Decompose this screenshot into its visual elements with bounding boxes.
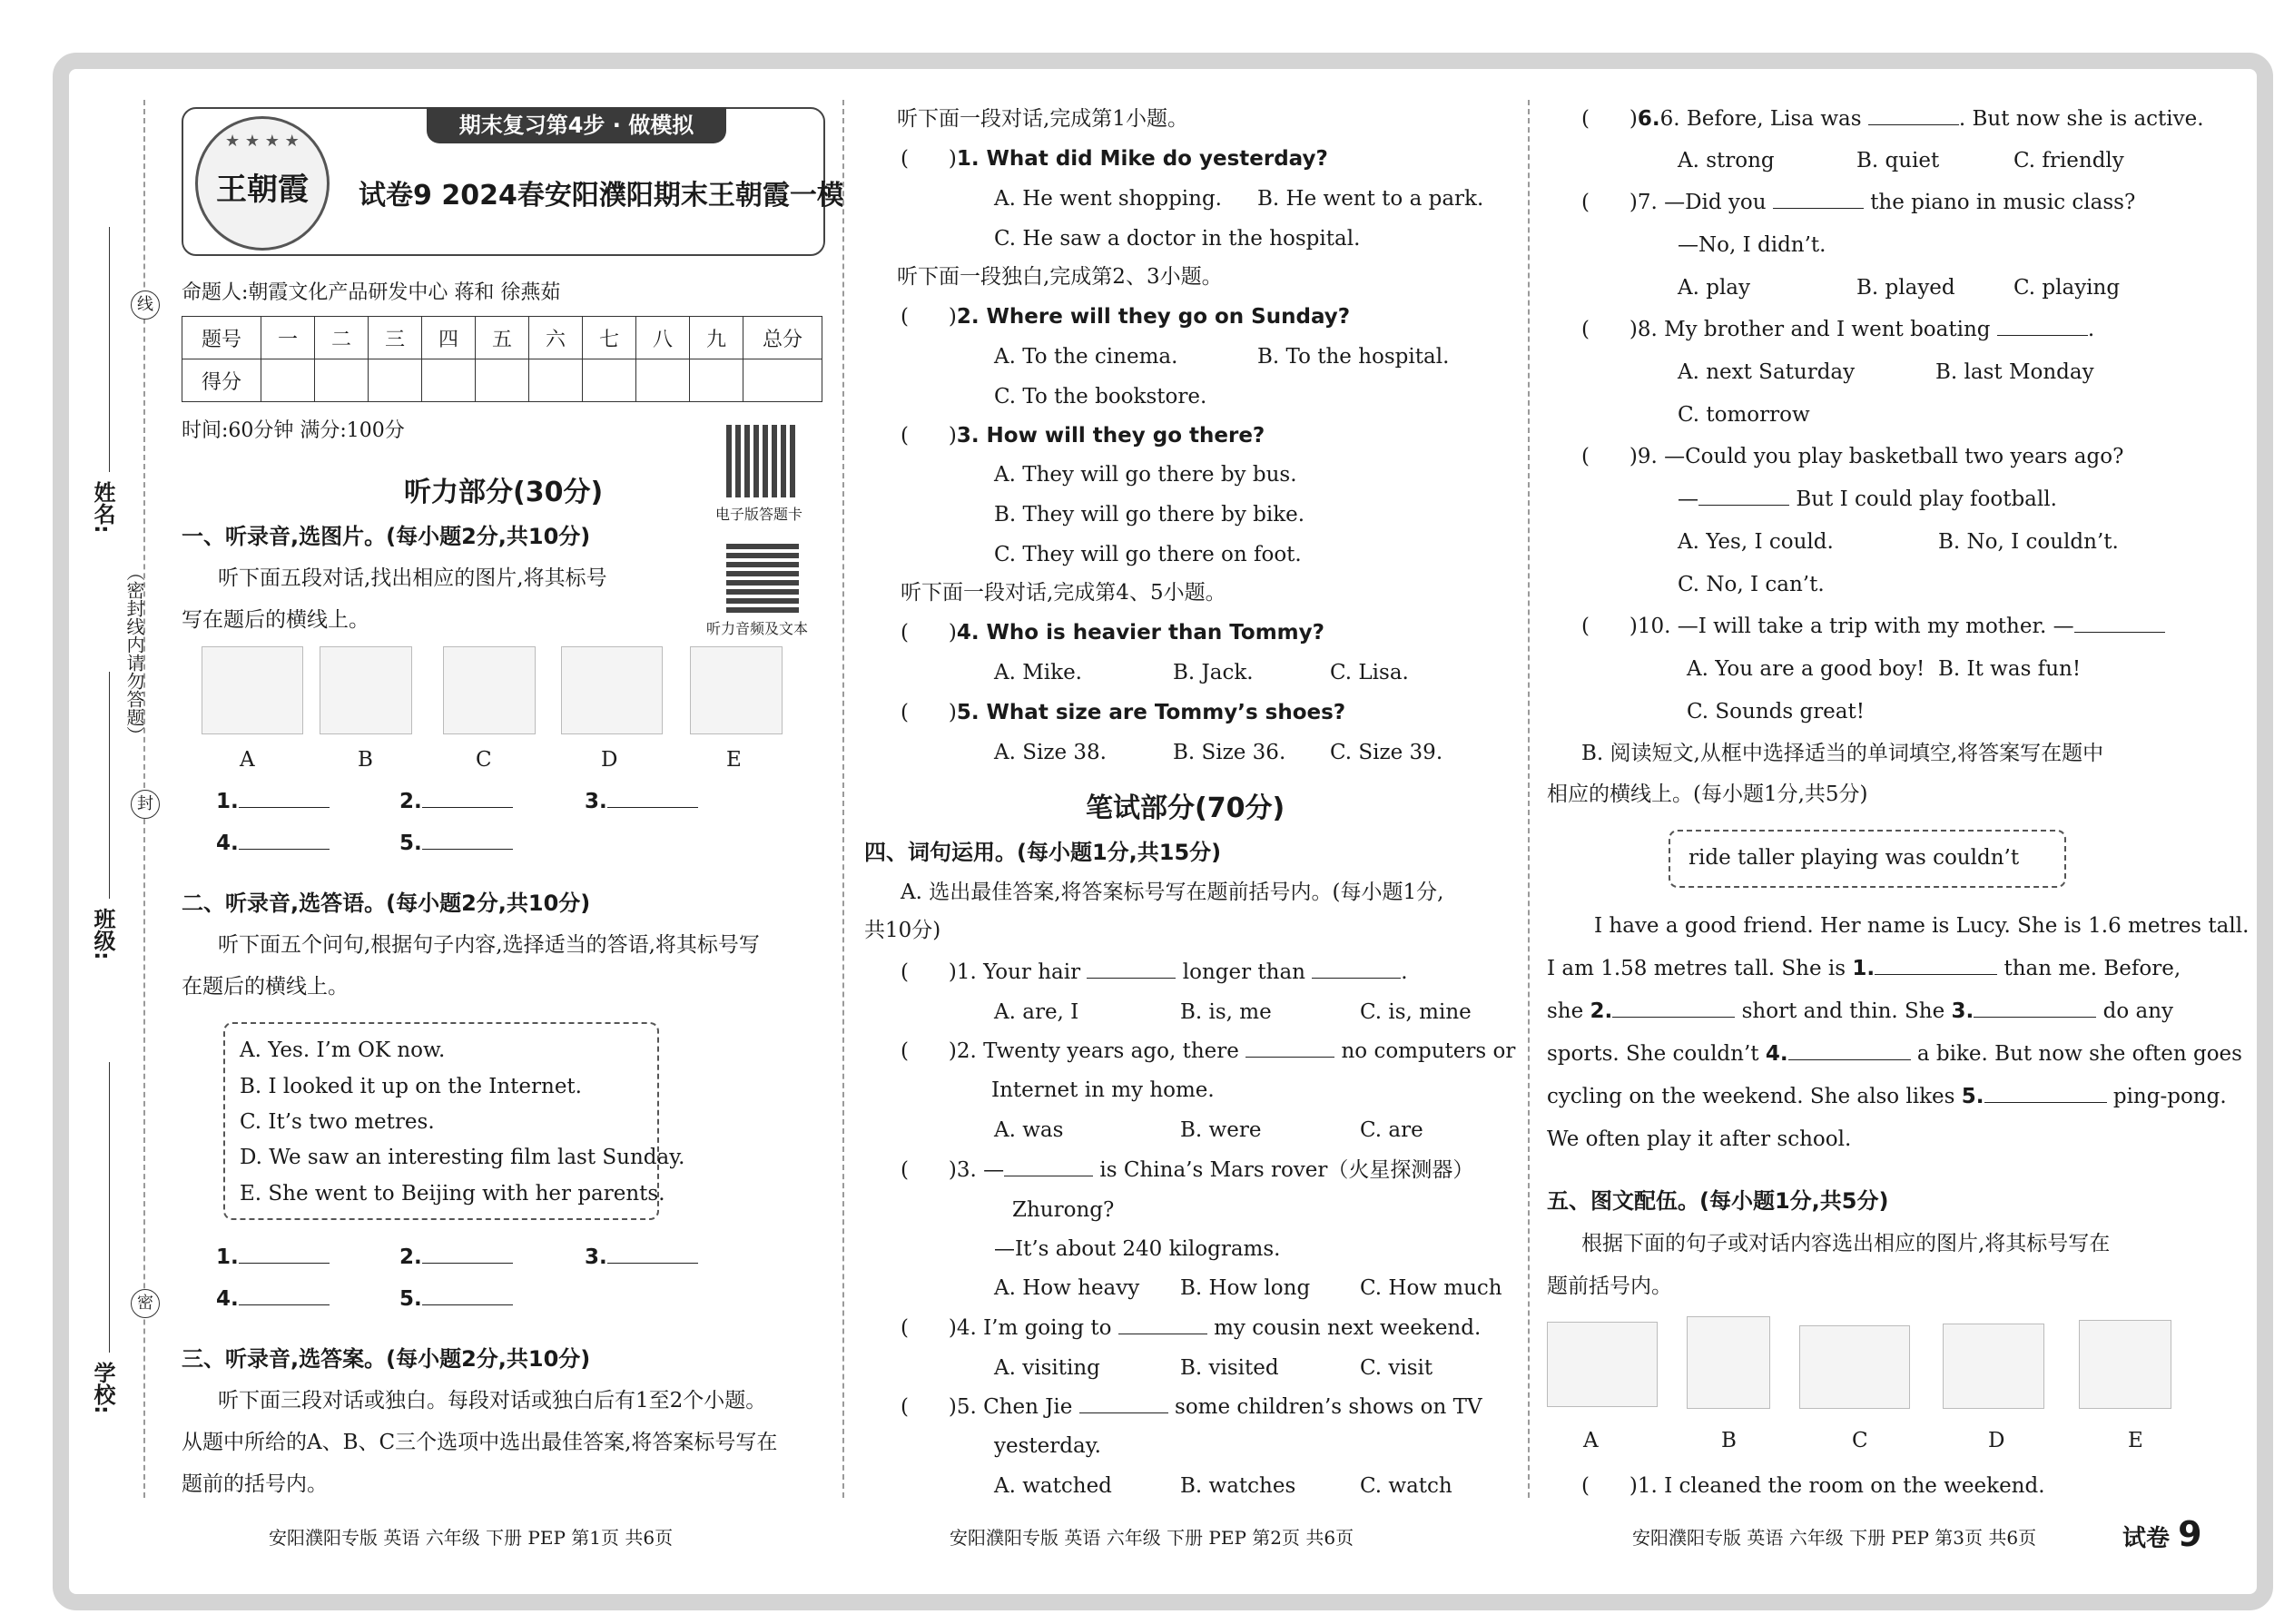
pic-label: D: [1988, 1429, 2005, 1452]
answer-bracket[interactable]: ( ): [901, 424, 957, 448]
option-item: D. We saw an interesting film last Sunday.: [240, 1146, 685, 1169]
score-header-cell: 九: [690, 317, 743, 359]
picture-c: [1799, 1325, 1910, 1409]
score-cell[interactable]: [369, 359, 422, 402]
answer-num: 4.: [216, 1285, 330, 1313]
option: C. To the bookstore.: [994, 385, 1207, 408]
option: A. Mike.: [994, 661, 1082, 684]
option: B. quiet: [1856, 149, 1940, 172]
answer-bracket[interactable]: ( ): [901, 1395, 957, 1419]
option: A. are, I: [994, 1000, 1079, 1024]
pic-label: E: [2128, 1429, 2143, 1452]
school-field[interactable]: [109, 1062, 110, 1353]
answer-blank[interactable]: [422, 831, 513, 850]
question-9: ( )9. —Could you play basketball two years ago?: [1581, 445, 2124, 468]
time-info: 时间:60分钟 满分:100分: [182, 419, 405, 442]
fill-blank[interactable]: [1997, 317, 2088, 336]
question-line: — But I could play football.: [1678, 487, 2057, 511]
answer-bracket[interactable]: ( ): [1581, 1474, 1638, 1498]
picture-e: [2079, 1320, 2171, 1409]
pic-label: A: [240, 748, 255, 772]
written-q4: ( )4. I’m going to my cousin next weekend.: [901, 1316, 1482, 1340]
name-label: 姓名:: [90, 481, 115, 534]
option: A. How heavy: [994, 1276, 1140, 1300]
listen-intro: 听下面一段独白,完成第2、3小题。: [897, 265, 1223, 289]
section-2-instr: 在题后的横线上。: [182, 975, 349, 999]
fill-blank[interactable]: [1773, 190, 1864, 209]
banner-label: 期末复习第4步 · 做模拟: [427, 107, 726, 143]
option: C. Sounds great!: [1687, 700, 1865, 723]
question-2: ( )2. Where will they go on Sunday?: [901, 305, 1351, 329]
question-3: ( )3. How will they go there?: [901, 424, 1265, 448]
option: C. They will go there on foot.: [994, 543, 1302, 566]
answer-num: 2.: [399, 788, 513, 815]
option: B. How long: [1180, 1276, 1311, 1300]
picture-a: [1547, 1322, 1658, 1407]
answer-num: 1.: [216, 788, 330, 815]
section-3-instr: 听下面三段对话或独白。每段对话或独白后有1至2个小题。: [218, 1389, 767, 1412]
option: B. were: [1180, 1118, 1262, 1142]
option: A. Size 38.: [994, 741, 1107, 764]
page-footer: 安阳濮阳专版 英语 六年级 下册 PEP 第1页 共6页: [269, 1527, 674, 1549]
answer-bracket[interactable]: ( ): [901, 1158, 957, 1182]
pic-label: C: [1852, 1429, 1868, 1452]
option: A. watched: [994, 1474, 1112, 1498]
question-line: Zhurong?: [1012, 1198, 1115, 1222]
option: C. playing: [2013, 276, 2121, 300]
option: A. was: [994, 1118, 1064, 1142]
score-header-cell: 四: [422, 317, 476, 359]
answer-num: 3.: [585, 1244, 698, 1271]
written-q2: ( )2. Twenty years ago, there no computers or: [901, 1039, 1516, 1063]
answer-bracket[interactable]: ( ): [1581, 191, 1638, 214]
option: B. watches: [1180, 1474, 1296, 1498]
page-footer: 安阳濮阳专版 英语 六年级 下册 PEP 第2页 共6页: [950, 1527, 1354, 1549]
section-1-title: 一、听录音,选图片。(每小题2分,共10分): [182, 524, 591, 549]
question-line: yesterday.: [994, 1434, 1101, 1458]
answer-blank[interactable]: [422, 1286, 513, 1305]
answer-blank[interactable]: [422, 1245, 513, 1264]
answer-bracket[interactable]: ( ): [901, 701, 957, 724]
pic-label: B: [358, 748, 373, 772]
qr-code-icon[interactable]: [726, 425, 799, 497]
fill-blank[interactable]: [1118, 1315, 1207, 1334]
option: C. are: [1360, 1118, 1423, 1142]
option: A. play: [1678, 276, 1751, 300]
fill-blank[interactable]: [1788, 1041, 1911, 1060]
section-2-title: 二、听录音,选答语。(每小题2分,共10分): [182, 891, 591, 916]
option: C. visit: [1360, 1356, 1433, 1380]
option: B. It was fun!: [1938, 657, 2082, 681]
option: C. watch: [1360, 1474, 1452, 1498]
answer-bracket[interactable]: ( ): [901, 621, 957, 645]
passage-line: she 2. short and thin. She 3. do any: [1547, 999, 2173, 1023]
option: C. He saw a doctor in the hospital.: [994, 227, 1361, 251]
fill-blank[interactable]: [2074, 614, 2165, 633]
no-answer-note: （密封线内请勿答题）: [123, 563, 145, 744]
fill-blank[interactable]: [1004, 1157, 1093, 1176]
section-3-title: 三、听录音,选答案。(每小题2分,共10分): [182, 1346, 591, 1372]
option: B. He went to a park.: [1257, 187, 1484, 211]
section-1-instr: 听下面五段对话,找出相应的图片,将其标号: [218, 566, 607, 590]
part-b-instr: B. 阅读短文,从框中选择适当的单词填空,将答案写在题中: [1581, 742, 2104, 765]
option-item: A. Yes. I’m OK now.: [240, 1038, 446, 1062]
option: B. To the hospital.: [1257, 345, 1450, 369]
answer-bracket[interactable]: ( ): [1581, 107, 1638, 131]
score-cell[interactable]: [315, 359, 369, 402]
section-4-title: 四、词句运用。(每小题1分,共15分): [864, 840, 1222, 865]
section-1-instr: 写在题后的横线上。: [182, 608, 369, 632]
picture-b: [320, 646, 412, 734]
option: C. How much: [1360, 1276, 1502, 1300]
score-header-cell: 一: [261, 317, 315, 359]
score-table: [182, 316, 822, 402]
answer-blank[interactable]: [607, 1245, 698, 1264]
pic-label: D: [601, 748, 618, 772]
part-b-instr: 相应的横线上。(每小题1分,共5分): [1547, 782, 1868, 806]
answer-num: 1.: [216, 1244, 330, 1271]
answer-bracket[interactable]: ( ): [901, 147, 957, 171]
answer-bracket[interactable]: ( ): [901, 1316, 957, 1340]
paper-title: 试卷9 2024春安阳濮阳期末王朝霞一模: [359, 180, 844, 212]
option: A. visiting: [994, 1356, 1100, 1380]
column-divider: [842, 100, 844, 1498]
pic-label: C: [476, 748, 492, 772]
fill-blank[interactable]: [1079, 1394, 1168, 1413]
answer-bracket[interactable]: ( ): [901, 305, 957, 329]
question-7: ( )7. —Did you the piano in music class?: [1581, 191, 2136, 214]
score-row-label: 得分: [182, 359, 261, 402]
listening-title: 听力部分(30分): [404, 477, 604, 508]
fill-blank[interactable]: [1984, 1084, 2107, 1103]
option: B. visited: [1180, 1356, 1279, 1380]
passage-line: sports. She couldn’t 4. a bike. But now she often goes: [1547, 1042, 2242, 1066]
written-title: 笔试部分(70分): [1086, 792, 1285, 824]
score-header-cell: 三: [369, 317, 422, 359]
answer-num: 5.: [399, 830, 513, 857]
option: C. Size 39.: [1330, 741, 1443, 764]
option: C. tomorrow: [1678, 403, 1810, 427]
question-line: Internet in my home.: [991, 1078, 1215, 1102]
class-label: 班级:: [90, 908, 115, 960]
passage-line: cycling on the weekend. She also likes 5. ping-pong.: [1547, 1085, 2227, 1108]
picture-a: [202, 646, 303, 734]
picture-e: [690, 646, 783, 734]
score-header-cell: 总分: [743, 317, 822, 359]
logo-seal: [195, 116, 330, 251]
section-2-instr: 听下面五个问句,根据句子内容,选择适当的答语,将其标号写: [218, 933, 760, 957]
qr2-caption: 听力音频及文本: [706, 620, 809, 637]
score-header-cell: 六: [529, 317, 583, 359]
option: A. strong: [1678, 149, 1775, 172]
fill-blank[interactable]: [1875, 956, 1997, 975]
pic-label: A: [1583, 1429, 1599, 1452]
option: C. is, mine: [1360, 1000, 1472, 1024]
option: B. They will go there by bike.: [994, 503, 1305, 527]
fill-blank[interactable]: [1698, 487, 1789, 506]
option: B. is, me: [1180, 1000, 1272, 1024]
question-10: ( )10. —I will take a trip with my mother. —: [1581, 613, 2165, 640]
option: A. Yes, I could.: [1678, 530, 1834, 554]
option-item: B. I looked it up on the Internet.: [240, 1075, 582, 1098]
passage-line: We often play it after school.: [1547, 1127, 1852, 1151]
answer-bracket[interactable]: ( ): [1581, 445, 1638, 468]
passage-line: I am 1.58 metres tall. She is 1. than me. Before,: [1547, 957, 2181, 980]
answer-blank[interactable]: [239, 1245, 330, 1264]
answer-blank[interactable]: [239, 789, 330, 808]
written-q5: ( )5. Chen Jie some children’s shows on TV: [901, 1395, 1482, 1419]
score-cell[interactable]: [690, 359, 743, 402]
listen-intro: 听下面一段对话,完成第1小题。: [897, 107, 1188, 131]
fill-blank[interactable]: [1312, 960, 1401, 979]
option: C. friendly: [2013, 149, 2124, 172]
fill-blank[interactable]: [1868, 106, 1959, 125]
option: B. No, I couldn’t.: [1938, 530, 2119, 554]
score-cell[interactable]: [583, 359, 636, 402]
answer-bracket[interactable]: ( ): [1581, 615, 1638, 638]
option: A. To the cinema.: [994, 345, 1178, 369]
fill-blank[interactable]: [1612, 999, 1735, 1018]
section-4-instr: 共10分): [864, 919, 941, 942]
score-header-cell: 二: [315, 317, 369, 359]
pic-label: E: [726, 748, 742, 772]
score-header-cell: 七: [583, 317, 636, 359]
section-4-instr: A. 选出最佳答案,将答案标号写在题前括号内。(每小题1分,: [901, 881, 1444, 904]
seal-char-2: 封: [131, 790, 160, 819]
question-8: ( )8. My brother and I went boating .: [1581, 318, 2095, 341]
option: C. Lisa.: [1330, 661, 1409, 684]
pic-label: B: [1721, 1429, 1737, 1452]
option: B. Jack.: [1173, 661, 1254, 684]
score-cell[interactable]: [636, 359, 690, 402]
answer-blank[interactable]: [607, 789, 698, 808]
question-line: —It’s about 240 kilograms.: [994, 1237, 1281, 1261]
word-bank: ride taller playing was couldn’t: [1689, 846, 2020, 870]
section-5-instr: 题前括号内。: [1547, 1275, 1672, 1298]
school-label: 学校:: [90, 1362, 115, 1414]
section-3-instr: 从题中所给的A、B、C三个选项中选出最佳答案,将答案标号写在: [182, 1431, 778, 1454]
name-field[interactable]: [109, 227, 110, 472]
star-icons: ★ ★ ★ ★: [225, 132, 300, 151]
answer-num: 2.: [399, 1244, 513, 1271]
score-header-cell: 题号: [182, 317, 261, 359]
authors: 命题人:朝霞文化产品研发中心 蒋和 徐燕茹: [182, 281, 561, 304]
score-cell[interactable]: [476, 359, 529, 402]
score-cell[interactable]: [529, 359, 583, 402]
column-divider: [1528, 100, 1530, 1498]
answer-blank[interactable]: [422, 789, 513, 808]
written-q1: ( )1. Your hair longer than .: [901, 960, 1408, 984]
option: B. last Monday: [1935, 360, 2094, 384]
listen-intro: 听下面一段对话,完成第4、5小题。: [901, 581, 1226, 605]
answer-num: 3.: [585, 788, 698, 815]
fill-blank[interactable]: [1974, 999, 2096, 1018]
option: B. Size 36.: [1173, 741, 1286, 764]
option: A. You are a good boy!: [1687, 657, 1925, 681]
score-header-cell: 五: [476, 317, 529, 359]
answer-blank[interactable]: [239, 831, 330, 850]
class-field[interactable]: [109, 672, 110, 899]
score-cell[interactable]: [422, 359, 476, 402]
option: B. played: [1856, 276, 1955, 300]
question-1: ( )1. What did Mike do yesterday?: [901, 147, 1328, 171]
question-line: —No, I didn’t.: [1678, 233, 1826, 257]
option-item: C. It’s two metres.: [240, 1110, 435, 1134]
answer-num: 4.: [216, 830, 330, 857]
picture-d: [1943, 1324, 2044, 1409]
fill-blank[interactable]: [1245, 1038, 1334, 1058]
written-q3: ( )3. — is China’s Mars rover（火星探测器）: [901, 1158, 1474, 1182]
option: A. He went shopping.: [994, 187, 1222, 211]
answer-num: 5.: [399, 1285, 513, 1313]
picture-b: [1687, 1316, 1770, 1409]
question-5: ( )5. What size are Tommy’s shoes?: [901, 701, 1346, 724]
page-footer: 安阳濮阳专版 英语 六年级 下册 PEP 第3页 共6页: [1632, 1527, 2037, 1549]
section-3-instr: 题前的括号内。: [182, 1472, 328, 1496]
section-5-instr: 根据下面的句子或对话内容选出相应的图片,将其标号写在: [1581, 1232, 2111, 1255]
seal-char-1: 线: [131, 290, 160, 320]
answer-bracket[interactable]: ( ): [1581, 318, 1638, 341]
match-q1: ( )1. I cleaned the room on the weekend.: [1581, 1474, 2045, 1498]
question-6: ( )6.6. Before, Lisa was . But now she is active.: [1581, 107, 2204, 131]
answer-bracket[interactable]: ( ): [901, 960, 957, 984]
passage-line: I have a good friend. Her name is Lucy. She is 1.6 metres tall.: [1594, 914, 2250, 938]
option: A. next Saturday: [1678, 360, 1856, 384]
score-cell[interactable]: [261, 359, 315, 402]
fill-blank[interactable]: [1087, 960, 1176, 979]
qr-code-icon[interactable]: [726, 540, 799, 613]
qr1-caption: 电子版答题卡: [715, 506, 803, 523]
section-5-title: 五、图文配伍。(每小题1分,共5分): [1547, 1188, 1889, 1214]
picture-d: [561, 646, 663, 734]
option: C. No, I can’t.: [1678, 573, 1825, 596]
option-item: E. She went to Beijing with her parents.: [240, 1182, 665, 1206]
question-4: ( )4. Who is heavier than Tommy?: [901, 621, 1324, 645]
score-header-cell: 八: [636, 317, 690, 359]
answer-bracket[interactable]: ( ): [901, 1039, 957, 1063]
logo-text: 王朝霞: [216, 172, 309, 208]
picture-c: [443, 646, 536, 734]
option: A. They will go there by bus.: [994, 463, 1297, 487]
score-cell[interactable]: [743, 359, 822, 402]
answer-blank[interactable]: [239, 1286, 330, 1305]
paper-tag: 试卷 9: [2122, 1514, 2202, 1554]
seal-char-3: 密: [131, 1289, 160, 1318]
